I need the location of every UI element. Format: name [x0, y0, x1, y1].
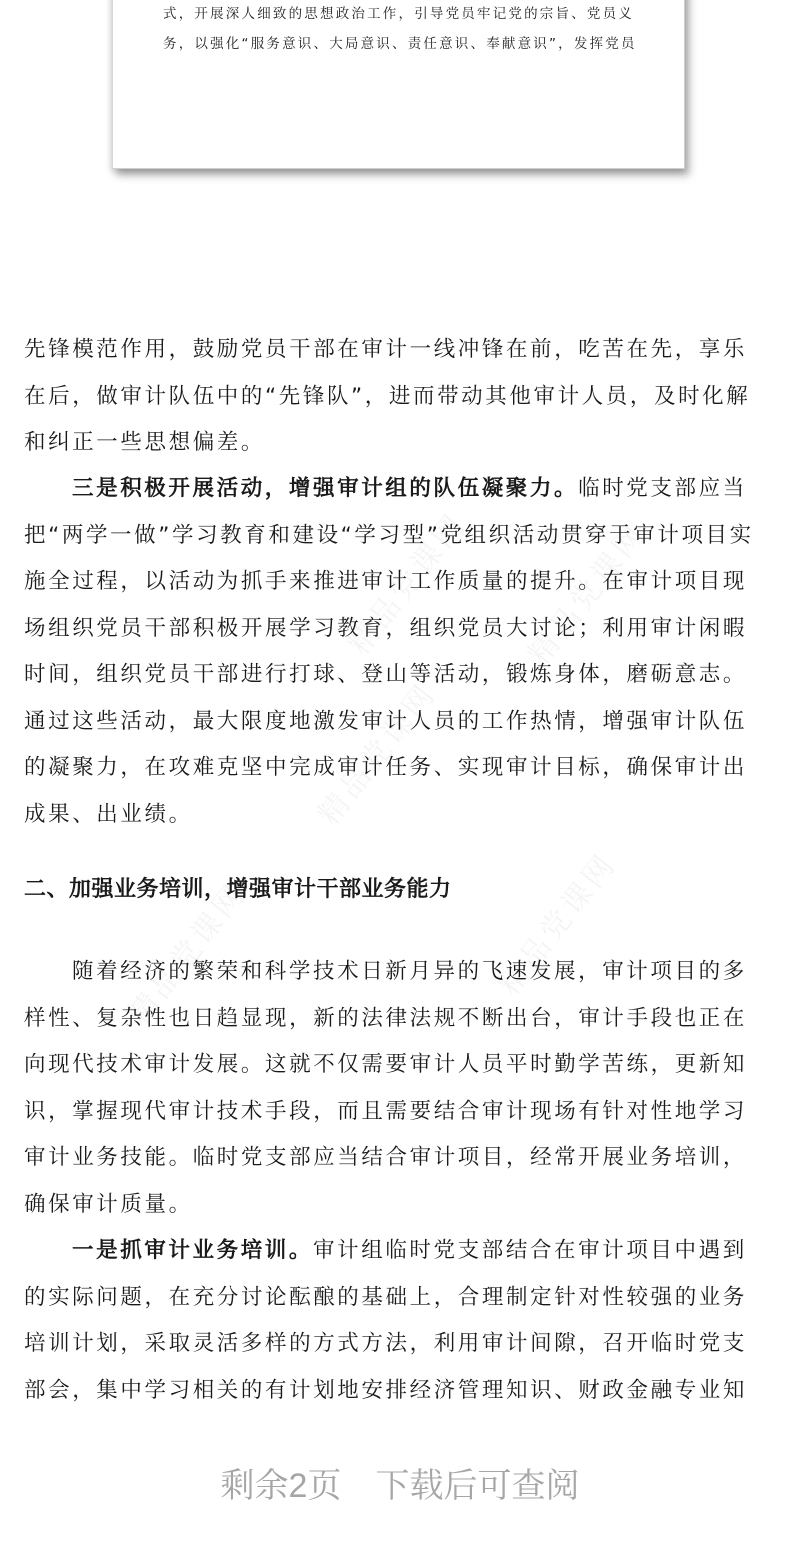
text-line: 培训计划，采取灵活多样的方式方法，利用审计间隙，召开临时党支	[24, 1331, 748, 1356]
remaining-pages-label: 剩余2页	[220, 1467, 342, 1505]
text-line: 部会，集中学习相关的有计划地安排经济管理知识、财政金融专业知	[24, 1377, 748, 1403]
paragraph-lead: 三是积极开展活动，增强审计组的队伍凝聚力。	[72, 476, 579, 501]
text-line	[24, 466, 754, 513]
text-line: 成果、出业绩。	[24, 801, 193, 827]
previous-page-preview	[112, 0, 685, 169]
paragraph	[24, 949, 747, 1228]
paragraph	[24, 1228, 747, 1414]
text-run: 临时党支部应当	[578, 476, 747, 501]
text-line: 把“两学一做”学习教育和建设“学习型”党组织活动贯穿于审计项目实	[24, 522, 754, 548]
text-line: 审计业务技能。临时党支部应当结合审计项目，经常开展业务培训，	[24, 1145, 748, 1170]
text-line: 通过这些活动，最大限度地激发审计人员的工作热情，增强审计队伍	[24, 708, 748, 734]
text-line: 识，掌握现代审计技术手段，而且需要结合审计现场有针对性地学习	[24, 1098, 748, 1124]
download-prompt-label: 下载后可查阅	[375, 1467, 580, 1505]
section-heading: 二、加强业务培训，增强审计干部业务能力	[24, 877, 452, 902]
text-line: 的凝聚力，在攻难克坚中完成审计任务、实现审计目标，确保审计出	[24, 755, 748, 780]
preview-line: 式，开展深人细致的思想政治工作，引导党员牢记党的宗旨、党员义	[163, 6, 634, 22]
text-line: 确保审计质量。	[24, 1191, 193, 1217]
text-line: 向现代技术审计发展。这就不仅需要审计人员平时勤学苦练，更新知	[24, 1052, 748, 1077]
text-line: 先锋模范作用，鼓励党员干部在审计一线冲锋在前，吃苦在先，享乐	[24, 337, 748, 362]
paragraph	[24, 466, 754, 838]
text-line: 时间，组织党员干部进行打球、登山等活动，锻炼身体，磨砺意志。	[24, 662, 748, 687]
text-run: 审计组临时党支部结合在审计项目中遇到	[313, 1238, 747, 1263]
text-line: 随着经济的繁荣和科学技术日新月异的飞速发展，审计项目的多	[72, 959, 747, 984]
text-line	[24, 1228, 747, 1275]
text-line: 在后，做审计队伍中的“先锋队”，进而带动其他审计人员，及时化解	[24, 383, 751, 409]
text-line: 施全过程，以活动为抓手来推进审计工作质量的提升。在审计项目现	[24, 569, 748, 594]
text-line: 的实际问题，在充分讨论酝酿的基础上，合理制定针对性较强的业务	[24, 1284, 748, 1310]
preview-line: 务，以强化“服务意识、大局意识、责任意识、奉献意识”，发挥党员	[163, 36, 637, 52]
paragraph	[24, 327, 750, 467]
text-line: 和纠正一些思想偏差。	[24, 430, 266, 455]
paragraph-lead: 一是抓审计业务培训。	[72, 1238, 314, 1263]
text-line: 样性、复杂性也日趋显现，新的法律法规不断出台，审计手段也正在	[24, 1005, 748, 1031]
text-line: 场组织党员干部积极开展学习教育，组织党员大讨论；利用审计闲暇	[24, 615, 748, 641]
download-to-read-prompt[interactable]	[0, 1458, 800, 1507]
